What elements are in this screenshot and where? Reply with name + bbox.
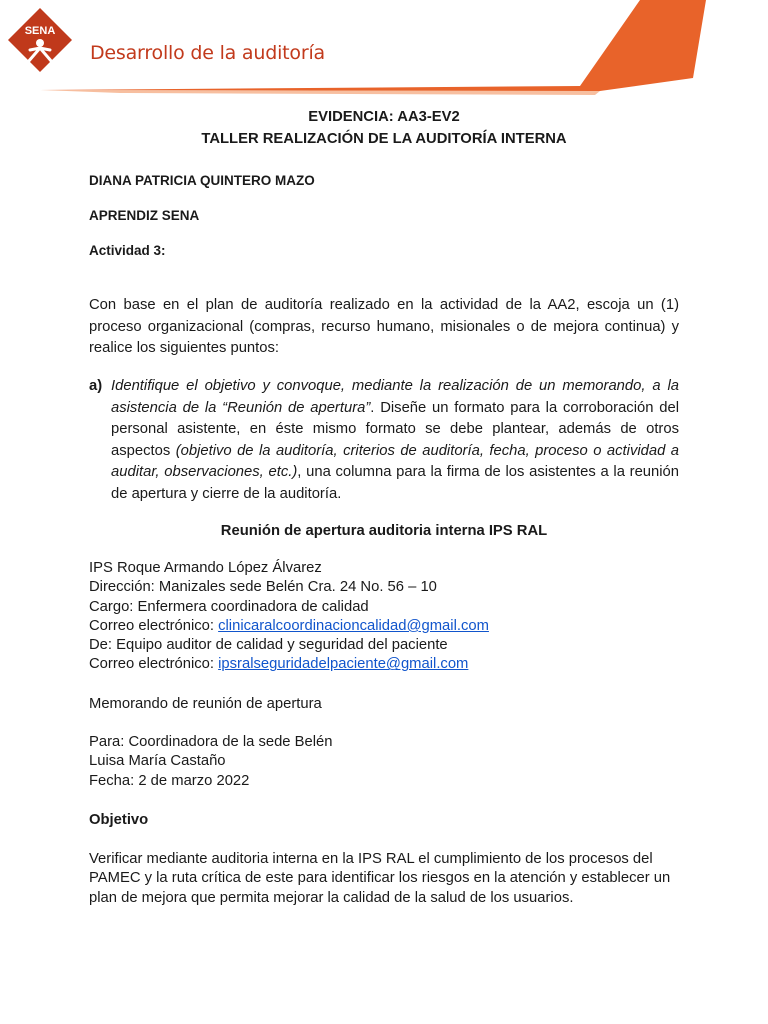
contact-from: De: Equipo auditor de calidad y seguridad del paciente (89, 637, 448, 654)
objective-title: Objetivo (89, 812, 149, 828)
contact-block (89, 559, 679, 675)
recipient-to: Para: Coordinadora de la sede Belén (89, 734, 333, 750)
svg-text:SENA: SENA (24, 25, 56, 37)
header-title: Desarrollo de la auditoría (90, 42, 325, 64)
workshop-title: TALLER REALIZACIÓN DE LA AUDITORÍA INTERNA (201, 131, 567, 147)
objective-text: Verificar mediante auditoria interna en la IPS RAL el cumplimiento de los procesos del PAMEC y la ruta crítica de este para identificar los riesgos en la atención y establecer un plan de mejora que permita mejorar la calidad de la salud de los usuarios. (89, 851, 671, 906)
recipient-block (89, 733, 679, 791)
list-item-a-text: Identifique el objetivo y convoque, mediante la realización de un memorando, a la asistencia de la “Reunión de apertura”. Diseñe un formato para la corroboración del personal asistente, en éste mismo formato se debe plantear, además de otros aspectos (objetivo de la auditoría, criterios de auditoría, fecha, proceso o actividad a auditar, observaciones, etc.), una columna para la firma de los asistentes a la reunión de apertura y cierre de la auditoría. (111, 378, 679, 502)
contact-address: Dirección: Manizales sede Belén Cra. 24 No. 56 – 10 (89, 579, 437, 596)
author-role: APRENDIZ SENA (89, 208, 200, 223)
activity-label: Actividad 3: (89, 243, 166, 258)
contact-email-line: Correo electrónico: clinicaralcoordinacioncalidad@gmail.com (89, 617, 489, 634)
page-header (0, 0, 768, 100)
list-marker: a) (89, 378, 103, 394)
contact-name: IPS Roque Armando López Álvarez (89, 560, 322, 576)
section-title: Reunión de apertura auditoria interna IPS RAL (220, 523, 548, 539)
memo-title: Memorando de reunión de apertura (89, 696, 322, 712)
contact-email2-line: Correo electrónico: ipsralseguridadelpaciente@gmail.com (89, 656, 469, 673)
sena-logo (0, 0, 80, 80)
evidence-title: EVIDENCIA: AA3-EV2 (308, 109, 460, 125)
email-link[interactable]: clinicaralcoordinacioncalidad@gmail.com (218, 617, 489, 634)
recipient-name: Luisa María Castaño (89, 753, 226, 770)
intro-paragraph: Con base en el plan de auditoría realizado en la actividad de la AA2, escoja un (1) proceso organizacional (compras, recurso humano, misionales o de mejora continua) y realice los siguientes puntos: (89, 297, 679, 356)
author-name: DIANA PATRICIA QUINTERO MAZO (89, 173, 315, 188)
email2-link[interactable]: ipsralseguridadelpaciente@gmail.com (218, 656, 469, 673)
list-item-a (89, 376, 679, 505)
recipient-date: Fecha: 2 de marzo 2022 (89, 772, 250, 789)
contact-position: Cargo: Enfermera coordinadora de calidad (89, 598, 369, 615)
